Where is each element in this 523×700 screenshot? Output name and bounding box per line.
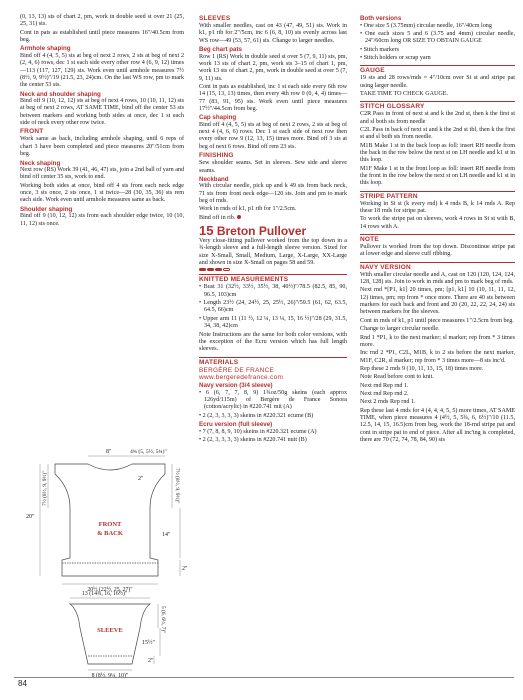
paragraph: Bind off 9 (10, 12, 12) sts from each shoulder edge twice, 10 (10, 11, 12) sts once.	[20, 213, 184, 227]
heading-materials: MATERIALS	[199, 357, 347, 367]
column-left	[20, 14, 184, 229]
manufacturer: BERGÈRE DE FRANCE	[199, 366, 275, 374]
heading-knitted-measurements: KNITTED MEASUREMENTS	[199, 274, 347, 284]
dim-length: 20"	[26, 514, 35, 520]
subheading-neckband: Neckband	[199, 175, 229, 183]
paragraph: Next rnd *[P1, k1] 20 times, pm; [p1, k1] 10 (10, 11, 11, 12, 12) times, pm; rep from * once more. There are 40 sts between markers for each back and front and 20 (20, 22, 22, 24, 24) sts between markers for the sleeves.	[360, 287, 515, 316]
heading-stripe-pattern: STRIPE PATTERN	[360, 191, 515, 201]
heading-stitch-glossary: STITCH GLOSSARY	[360, 101, 515, 111]
paragraph: Bind off in rib.	[199, 215, 347, 222]
paragraph: Sew shoulder seams. Set in sleeves. Sew side and sleeve seams.	[199, 160, 347, 174]
glossary-c2r: C2R Pass in front of next st and k the 2nd st, then k the first st and sl both sts from needle	[360, 111, 515, 125]
dim-sleeve-bottom: 8 (8½, 9¼, 10)"	[91, 673, 129, 679]
dim-shoulder: 4¾ (5, 5½, 5¾)"	[130, 449, 167, 455]
paragraph: Cont in pats as established, inc 1 st each side every 6th row 14 (15, 13, 13) times, then every 4th row 0 (0, 4, 4) times—77 (83, 91, 95) sts. Work even until piece measures 17½"/44.5cm from beg.	[199, 83, 347, 112]
subheading-armhole: Armhole shaping	[20, 45, 71, 53]
paragraph: Next row (RS) Work 39 (41, 46, 47) sts, join a 2nd ball of yarn and bind off center 35 sts, work to end.	[20, 167, 184, 181]
heading-note: NOTE	[360, 234, 515, 244]
schematic-diagram	[26, 438, 195, 679]
paragraph: Bind off 4 (4, 5, 5) sts at beg of next 2 rows, 2 sts at beg of next 2 (2, 4, 6) rows, dec 1 st each side every other row 4 (6, 9, 12) times—113 (117, 127, 129) sts. Work even until armhole measures 7½ (8½, 9, 9½)"/19 (21.5, 23, 24)cm. On the last WS row, pm to mark the center 53 sts.	[20, 52, 184, 89]
subheading-navy-version: Navy version (3/4 sleeve)	[199, 382, 273, 390]
paragraph: With smaller circular needle and A, cast on 120 (120, 124, 124, 128, 128) sts. Join to work in rnds and pm to mark beg of rnds.	[360, 271, 515, 286]
paragraph: Row 1 (RS) Work in double seed st over 5 (7, 9, 11) sts, pm, work 13 sts of chart 2, pm, work sts 3–15 of chart 1, pm, work 13 sts of chart 2, pm, work in double seed st over 5 (7, 9, 11) sts.	[199, 53, 347, 82]
bullet: • Stitch holders or scrap yarn	[360, 54, 431, 61]
paragraph: TAKE TIME TO CHECK GAUGE.	[360, 90, 449, 97]
dim-sleeve-cuff: 2"	[148, 658, 154, 664]
paragraph: (0, 13, 13) sts of chart 2, pm, work in double seed st over 21 (25, 25, 31) sts.	[20, 14, 184, 28]
dim-hem: 2"	[182, 566, 188, 572]
bullet: • One size 5 (3.75mm) circular needle, 16"/40cm long	[360, 22, 492, 29]
skill-level-icon	[199, 268, 347, 271]
subheading-cap: Cap shaping	[199, 114, 237, 122]
glossary-m1b: M1B Make 1 st in the back loop as foll: insert RH needle from the back in the row below the next st on LH needle and k1 st in this loop.	[360, 142, 515, 164]
bullet: • One each sizes 5 and 6 (3.75 and 4mm) circular needle, 24"/60cm long OR SIZE TO OBTAIN GAUGE	[360, 30, 515, 45]
bullet-navy-yarn-a: • 6 (6, 7, 7, 8, 9) 1¾oz/50g skeins (each approx 126yd/115m) of Bergère de France Sonora (cotton/acrylic) in #220.741 mit (A)	[199, 389, 347, 411]
sleeve-outline	[70, 604, 150, 664]
dim-armhole-left: 7½ (8½, 9, 9½)"	[42, 470, 48, 506]
pattern-number: 15	[199, 223, 214, 239]
paragraph: 19 sts and 28 rows/rnds = 4"/10cm over St st and stripe pat using larger needle.	[360, 75, 515, 89]
paragraph: Next 2 rnds Rep rnd 1.	[360, 399, 416, 406]
paragraph: Note Read before cont to knit.	[360, 374, 434, 381]
dim-width: 20½ (22½, 25, 27)"	[87, 587, 133, 593]
glossary-m1f: M1F Make 1 st in the front loop as foll: insert RH needle from the front in the row below the next st on LH needle and k1 st in this loop.	[360, 165, 515, 187]
glossary-c2l: C2L Pass in back of next st and k the 2nd st tbl, then k the first st and sl both sts from needle.	[360, 126, 515, 141]
pattern-title	[199, 224, 347, 238]
paragraph: Cont in pats as established until piece measures 16"/40.5cm from beg.	[20, 29, 184, 44]
paragraph: Rep these last 4 rnds for 4 (4, 4, 4, 5, 5) more times, AT SAME TIME, when piece measures 4 (4½, 5, 5¾, 6, 6½)"/10 (11.5, 12.5, 14, 15, 16.5)cm from beg, work the 18-rnd stripe pat and cont in stripe pat to end of piece. After all inc'ing is completed, there are 70 (72, 74, 78, 84, 90) sts	[360, 407, 515, 443]
subheading-chart-pats: Beg chart pats	[199, 46, 242, 54]
paragraph: With smaller needles, cast on 43 (47, 49, 51) sts. Work in k1, p1 rib for 2"/5cm, inc 6 (6, 8, 10) sts evenly across last WS row—49 (53, 57, 61) sts. Change to larger needles.	[199, 23, 347, 44]
paragraph: Working both sides at once, bind off 4 sts from each neck edge once, 3 sts once, 2 sts once, 1 st twice—28 (30, 35, 36) sts rem each side. Work even until armhole measures same as back.	[20, 182, 184, 204]
bullet-ecru-yarn-a: • 7 (7, 8, 8, 9, 10) skeins in #220.321 ecume (A)	[199, 428, 317, 435]
subheading-ecru-version: Ecru version (full sleeve)	[199, 421, 273, 429]
subheading-neck: Neck and shoulder shaping	[20, 90, 101, 98]
subheading-neck-shaping: Neck shaping	[20, 159, 61, 167]
manufacturer-url[interactable]: www.bergeredefrance.com	[199, 373, 284, 381]
subheading-both-versions: Both versions	[360, 15, 402, 22]
bullet-ecru-yarn-b: • 2 (2, 3, 3, 3, 3) skeins in #220.741 nuit (B)	[199, 436, 307, 443]
paragraph: Pullover is worked from the top down. Discontinue stripe pat at lower edge and sleeve cuff ribbing.	[360, 244, 515, 258]
pattern-description: Very close-fitting pullover worked from the top down in a ¾-length sleeve and a full-length sleeve version. Sized for size X-Small, Small, Medium, Large, X-Large, XX-Large and shown in size X-Small on pages 58 and 59.	[199, 238, 347, 267]
label-front: FRONT	[98, 521, 122, 528]
paragraph: With circular needle, pick up and k 49 sts from back neck, 71 sts from front neck edge—120 sts. Join and pm to mark beg of rnds.	[199, 183, 347, 205]
paragraph: Rep these 2 rnds 9 (10, 11, 13, 15, 18) times more.	[360, 365, 484, 372]
paragraph: Next rnd Rep rnd 1.	[360, 382, 409, 389]
pattern-name: Breton Pullover	[216, 224, 307, 239]
dim-sleeve-top: 13 (14¾, 16, 16½)"	[82, 591, 128, 597]
bullet-length: • Length 23½ (24, 24½, 25, 25½, 26)"/59.5 (61, 62, 63.5, 64.5, 66)cm	[199, 300, 347, 314]
body-outline	[55, 464, 165, 576]
column-middle	[199, 14, 347, 445]
label-back: & BACK	[97, 530, 123, 537]
paragraph: Inc rnd 2 *P1, C2L, M1B, k to 2 sts before the next marker, M1F, C2R, sl marker; rep from * 3 times more—8 sts inc'd.	[360, 350, 515, 364]
footer-rule	[14, 677, 514, 678]
paragraph: Bind off 4 (4, 5, 5) sts at beg of next 2 rows, 2 sts at beg of next 4 (4, 6, 6) rows. Dec 1 st each side of next row then every other row 9 (12, 13, 15) times more. Bind off 3 sts at beg of next 6 rows. Bind off rem 23 sts.	[199, 121, 347, 150]
paragraph: Work in rnds of k1, p1 rib for 1"/2.5cm.	[199, 206, 297, 213]
bullet: • Stitch markers	[360, 46, 400, 53]
bullet-bust: • Bust 31 (32½, 33½, 35½, 38, 40½)"/78.5 (82.5, 85, 90, 96.5, 103)cm	[199, 284, 347, 298]
heading-gauge: GAUGE	[360, 65, 515, 75]
heading-sleeves: SLEEVES	[199, 15, 231, 22]
paragraph: To work the stripe pat on sleeves, work 4 rows in St st with B, 14 rows with A.	[360, 216, 515, 230]
dim-side: 14"	[162, 532, 171, 538]
subheading-shoulder: Shoulder shaping	[20, 205, 73, 213]
paragraph: Bind off 9 (10, 12, 12) sts at beg of next 4 rows, 10 (10, 11, 12) sts at beg of next 2 rows, AT SAME TIME, bind off the center 53 sts between markers and working both sides at once, dec 1 st each side of neck every other row twice.	[20, 98, 184, 127]
paragraph: Change to larger circular needle.	[360, 326, 440, 333]
dim-neck-depth: 2"	[138, 476, 144, 482]
paragraph: Next rnd Rep rnd 2.	[360, 390, 409, 397]
dim-armhole-right: 7½ (8½, 9, 9½)"	[174, 468, 180, 504]
note: Note Instructions are the same for both color versions, with the exception of the Ecru version which has full length sleeves.	[199, 331, 347, 353]
heading-navy-version: NAVY VERSION	[360, 262, 515, 272]
paragraph: Rnd 1 *P1, k to the next marker; sl marker; rep from * 3 times more.	[360, 334, 515, 348]
paragraph: Work same as back, including armhole shaping, until 6 reps of chart 3 have been completed and piece measures 20"/51cm from beg.	[20, 136, 184, 158]
end-dot-icon	[237, 215, 241, 219]
dim-top-width: 8"	[106, 449, 112, 455]
heading-front: FRONT	[20, 128, 44, 136]
page-number: 84	[18, 679, 27, 688]
bullet-upper-arm: • Upper arm 11 (11 ½, 12 ¼, 13 ¼, 15, 16 ½)"/28 (29, 31.5, 34, 38, 42)cm	[199, 315, 347, 330]
dim-cap: 5 (6, 6½, 7)"	[160, 606, 166, 634]
label-sleeve: SLEEVE	[97, 627, 123, 634]
bullet-navy-yarn-b: • 2 (2, 3, 3, 3, 3) skeins in #220.321 ecume (B)	[199, 412, 314, 419]
paragraph: Working in St st (k every rnd) k 4 rnds B, k 14 rnds A. Rep these 18 rnds for stripe pat.	[360, 200, 515, 215]
column-right	[360, 14, 515, 445]
heading-finishing: FINISHING	[199, 152, 234, 160]
paragraph: Cont in rnds of k1, p1 until piece measures 1"/2.5cm from beg.	[360, 317, 514, 324]
dim-sleeve-length: 15½"	[142, 640, 155, 646]
